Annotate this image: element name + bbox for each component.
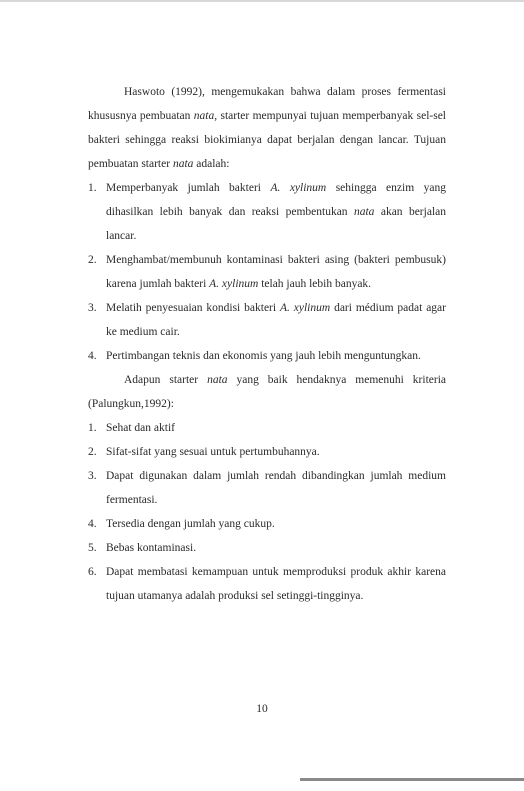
paragraph-2-line-2 [88,392,446,416]
page-content [88,80,446,608]
starter-criteria-list [88,416,446,608]
list-text: Memperbanyak jumlah bakteri [106,182,271,194]
paragraph-text: pembuatan starter [88,158,173,170]
paragraph-2-line-1 [88,368,446,392]
list-text: sehingga enzim yang dihasilkan lebih banyak dan reaksi pembentukan [106,182,446,218]
italic-term: nata [353,206,375,218]
list-number: 4. [88,350,97,362]
list-text: telah jauh lebih banyak. [258,278,372,290]
list-number: 3. [88,470,97,482]
page-number: 10 [256,703,268,715]
italic-term: A. xylinum [270,182,327,194]
paragraph-text: khususnya pembuatan [88,110,194,122]
list-text: Bebas kontaminasi. [106,542,197,554]
italic-term: nata [207,374,228,386]
list-number: 2. [88,254,97,266]
list-number: 2. [88,446,97,458]
list-number: 1. [88,422,97,434]
list-text: akan berjalan lancar. [106,206,446,242]
italic-term: A. xylinum [279,302,331,314]
list-item [88,176,446,248]
list-item [88,248,446,296]
list-item [88,296,446,344]
list-text: Sehat dan aktif [106,422,175,434]
list-number: 4. [88,518,97,530]
list-item [88,560,446,608]
list-item [88,536,446,560]
list-text: dari médium padat agar ke medium cair. [106,302,446,338]
list-item [88,416,446,440]
italic-term: nata [172,158,194,170]
list-text: Tersedia dengan jumlah yang cukup. [106,518,275,530]
list-item [88,344,446,368]
list-text: Sifat-sifat yang sesuai untuk pertumbuhannya. [106,446,320,458]
list-number: 1. [88,182,97,194]
paragraph-text: bakteri sehingga reaksi biokimianya dapat berjalan dengan lancar. Tujuan [88,134,446,146]
citation: (Palungkun,1992): [88,398,174,410]
list-text: Pertimbangan teknis dan ekonomis yang jauh lebih menguntungkan. [106,350,421,362]
top-edge-line [0,0,524,2]
list-number: 5. [88,542,97,554]
list-text: Dapat membatasi kemampuan untuk memproduksi produk akhir karena tujuan utamanya adalah produksi sel setinggi-tingginya. [106,566,446,602]
list-number: 6. [88,566,97,578]
bottom-edge-line [300,778,524,781]
paragraph-text: Adapun starter [124,374,208,386]
list-item [88,464,446,512]
list-text: Menghambat/membunuh kontaminasi bakteri asing (bakteri pembusuk) karena jumlah bakteri [106,254,446,290]
paragraph-text: , starter mempunyai tujuan memperbanyak sel-sel [214,110,446,122]
paragraph-1-line-2 [88,104,446,128]
list-number: 3. [88,302,97,314]
paragraph-text: adalah: [193,158,230,170]
list-item [88,440,446,464]
list-text: Melatih penyesuaian kondisi bakteri [106,302,280,314]
paragraph-text: yang baik hendaknya memenuhi kriteria [227,374,446,386]
list-item [88,512,446,536]
paragraph-1-line-3 [88,128,446,152]
italic-term: A. xylinum [209,278,259,290]
starter-purpose-list [88,176,446,368]
italic-term: nata [193,110,215,122]
list-text: Dapat digunakan dalam jumlah rendah dibandingkan jumlah medium fermentasi. [106,470,446,506]
paragraph-1-line-1 [88,80,446,104]
paragraph-text: Haswoto (1992), mengemukakan bahwa dalam proses fermentasi [124,86,446,98]
paragraph-1-line-4 [88,152,446,176]
